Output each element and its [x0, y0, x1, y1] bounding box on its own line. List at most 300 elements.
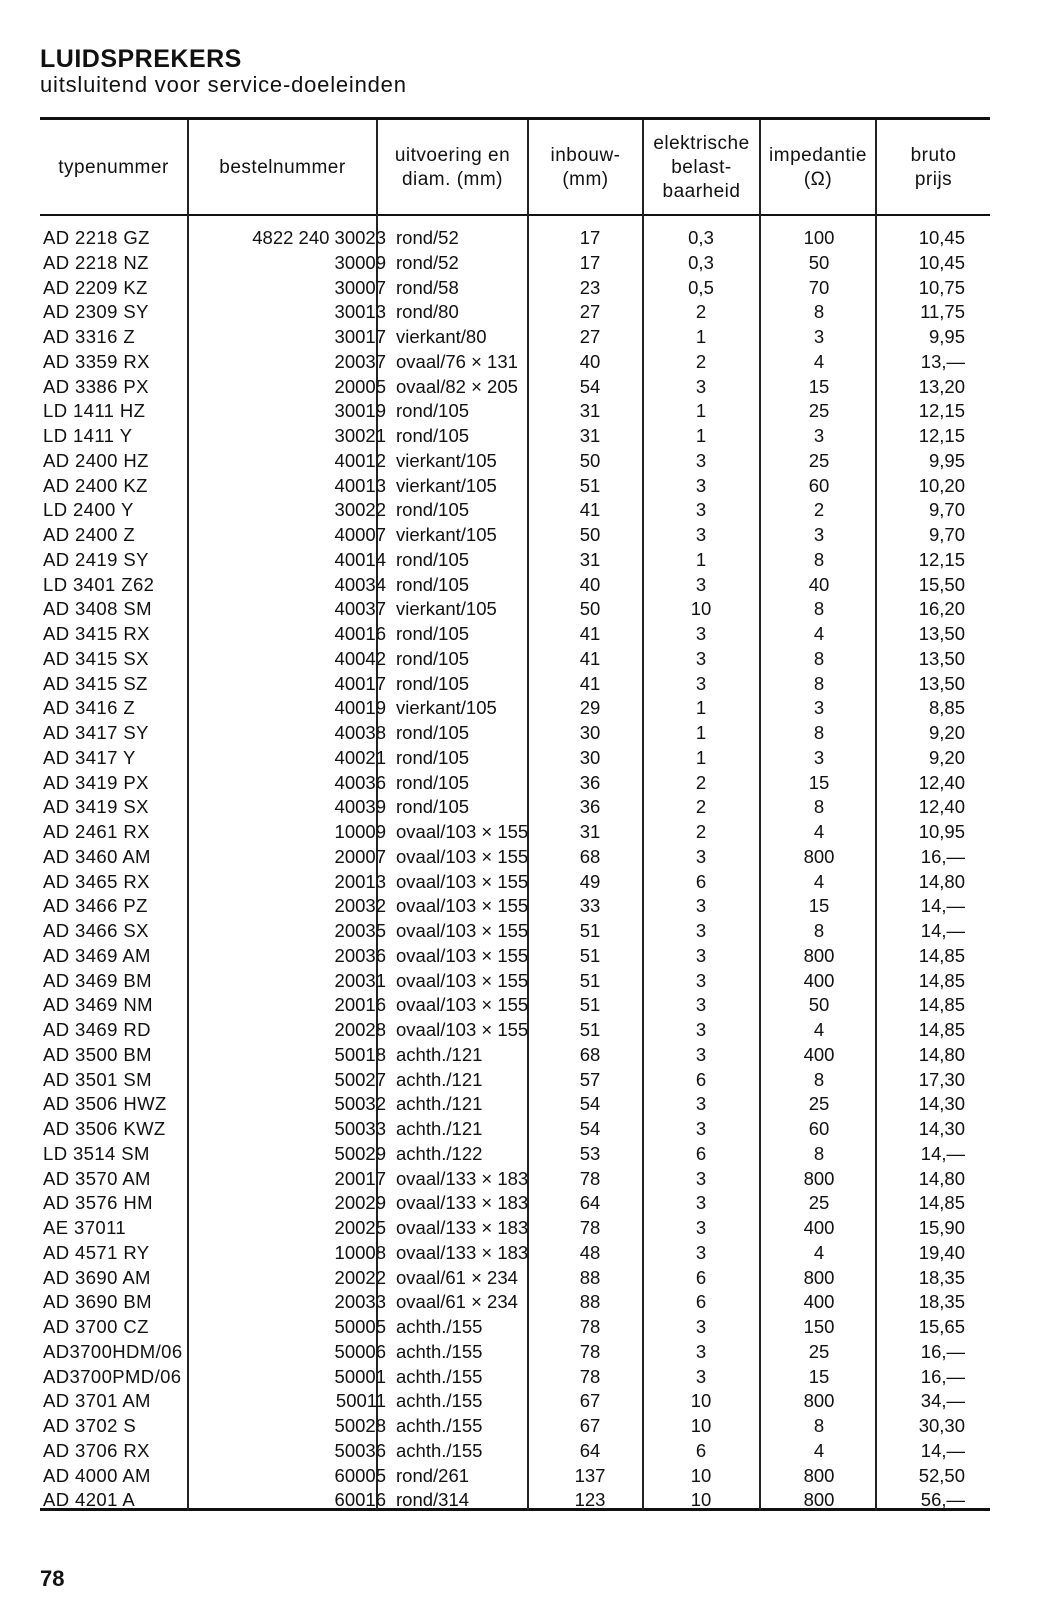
cell-inbouw: 36: [579, 796, 601, 818]
cell-inbouw: 41: [579, 499, 601, 521]
cell-belastbaarheid: 6: [695, 870, 707, 892]
cell-uitvoering: achth./155: [396, 1415, 483, 1436]
table-body: [40, 226, 990, 1513]
page-subtitle: uitsluitend voor service-doeleinden: [40, 72, 407, 97]
cell-typenummer: AD 3501 SM: [43, 1068, 152, 1090]
cell-bestelnummer: 30017: [334, 326, 386, 347]
cell-impedantie: 8: [813, 548, 825, 570]
cell-belastbaarheid: 6: [695, 1068, 707, 1090]
cell-bestelnummer: 30007: [334, 276, 386, 298]
cell-uitvoering: rond/52: [396, 251, 459, 273]
cell-impedantie: 8: [813, 796, 825, 818]
cell-inbouw: 36: [579, 771, 601, 793]
cell-uitvoering: achth./121: [396, 1043, 483, 1065]
cell-inbouw: 78: [579, 1340, 601, 1362]
column-header-belastbaarheid: elektrische belast- baarheid: [653, 133, 750, 202]
cell-impedantie: 8: [813, 920, 825, 941]
cell-typenummer: AD 3415 SZ: [43, 672, 148, 694]
table-row: [40, 424, 990, 449]
cell-bestelnummer: 30013: [334, 301, 386, 323]
cell-typenummer: AD 2419 SY: [43, 548, 149, 570]
cell-uitvoering: rond/105: [396, 499, 470, 521]
cell-typenummer: AD 3415 SX: [43, 647, 149, 669]
column-header-inbouw: inbouw- (mm): [550, 145, 621, 190]
cell-typenummer: AD 3419 PX: [43, 771, 149, 793]
cell-belastbaarheid: 3: [695, 524, 707, 545]
cell-uitvoering: rond/105: [396, 573, 470, 595]
cell-inbouw: 50: [579, 524, 601, 545]
cell-uitvoering: achth./121: [396, 1093, 483, 1115]
cell-impedantie: 8: [813, 301, 825, 323]
cell-inbouw: 51: [579, 944, 601, 966]
cell-impedantie: 3: [813, 697, 825, 719]
cell-inbouw: 123: [574, 1489, 606, 1511]
column-header-impedantie: impedantie (Ω): [769, 145, 867, 190]
cell-typenummer: LD 1411 Y: [43, 425, 133, 446]
cell-typenummer: AD 3576 HM: [43, 1192, 153, 1214]
cell-impedantie: 800: [803, 1489, 835, 1511]
cell-inbouw: 31: [579, 548, 601, 570]
table-row: [40, 993, 990, 1018]
cell-prijs: 12,15: [918, 400, 965, 422]
cell-inbouw: 41: [579, 647, 601, 669]
cell-typenummer: LD 1411 HZ: [43, 400, 146, 422]
cell-inbouw: 51: [579, 920, 601, 941]
table-row: [40, 300, 990, 325]
cell-prijs: 10,45: [918, 251, 965, 273]
cell-prijs: 14,85: [918, 994, 965, 1016]
cell-inbouw: 49: [579, 870, 601, 892]
cell-inbouw: 40: [579, 350, 601, 372]
cell-inbouw: 78: [579, 1167, 601, 1189]
cell-typenummer: AD 3417 SY: [43, 722, 149, 743]
cell-impedantie: 3: [813, 746, 825, 768]
cell-uitvoering: ovaal/61 × 234: [396, 1291, 518, 1313]
cell-impedantie: 60: [808, 474, 830, 496]
cell-belastbaarheid: 0,5: [688, 276, 714, 298]
table-row: [40, 1092, 990, 1117]
cell-bestelnummer: 40039: [334, 796, 386, 818]
cell-impedantie: 3: [813, 524, 825, 545]
cell-uitvoering: achth./155: [396, 1316, 483, 1337]
cell-inbouw: 68: [579, 845, 601, 867]
cell-bestelnummer: 50036: [334, 1439, 386, 1461]
cell-prijs: 9,95: [928, 449, 965, 471]
cell-belastbaarheid: 3: [695, 1043, 707, 1065]
table-row: [40, 375, 990, 400]
cell-inbouw: 23: [579, 276, 601, 298]
cell-impedantie: 100: [803, 227, 835, 248]
cell-belastbaarheid: 3: [695, 994, 707, 1016]
cell-uitvoering: ovaal/103 × 155: [396, 845, 529, 867]
table-row: [40, 1018, 990, 1043]
cell-typenummer: AD 3469 RD: [43, 1019, 151, 1040]
table-row: [40, 597, 990, 622]
table-row: [40, 573, 990, 598]
cell-typenummer: AD 2309 SY: [43, 301, 149, 323]
cell-bestelnummer: 20037: [334, 350, 386, 372]
cell-bestelnummer: 30019: [334, 400, 386, 422]
table-row: [40, 1068, 990, 1093]
cell-uitvoering: vierkant/105: [396, 524, 497, 545]
cell-impedantie: 4: [813, 1241, 825, 1263]
cell-prijs: 52,50: [918, 1464, 965, 1486]
cell-impedantie: 400: [803, 969, 835, 991]
cell-belastbaarheid: 3: [695, 1118, 707, 1139]
cell-prijs: 15,90: [918, 1217, 965, 1238]
cell-typenummer: AD 3460 AM: [43, 845, 151, 867]
cell-inbouw: 64: [579, 1192, 601, 1214]
cell-typenummer: LD 2400 Y: [43, 499, 134, 521]
cell-typenummer: AD 3417 Y: [43, 746, 136, 768]
cell-impedantie: 4: [813, 1439, 825, 1461]
cell-typenummer: AD 3469 AM: [43, 944, 151, 966]
cell-uitvoering: rond/105: [396, 548, 470, 570]
cell-impedantie: 50: [808, 251, 830, 273]
cell-inbouw: 51: [579, 969, 601, 991]
cell-typenummer: AD 4000 AM: [43, 1464, 151, 1486]
cell-inbouw: 78: [579, 1365, 601, 1387]
cell-impedantie: 25: [808, 449, 830, 471]
cell-inbouw: 137: [574, 1464, 606, 1486]
table-row: [40, 399, 990, 424]
table-row: [40, 969, 990, 994]
cell-bestelnummer: 40016: [334, 623, 386, 644]
table-row: [40, 1290, 990, 1315]
cell-prijs: 14,—: [920, 920, 965, 941]
cell-belastbaarheid: 3: [695, 672, 707, 694]
cell-typenummer: AD 4571 RY: [43, 1241, 150, 1263]
cell-belastbaarheid: 6: [695, 1439, 707, 1461]
cell-inbouw: 88: [579, 1266, 601, 1288]
cell-prijs: 12,40: [918, 796, 965, 818]
cell-prijs: 14,85: [918, 1019, 965, 1040]
cell-uitvoering: rond/105: [396, 425, 470, 446]
cell-belastbaarheid: 3: [695, 1365, 707, 1387]
cell-prijs: 9,70: [928, 524, 965, 545]
cell-bestelnummer: 10009: [334, 821, 386, 842]
cell-impedantie: 15: [808, 895, 830, 917]
cell-inbouw: 88: [579, 1291, 601, 1313]
cell-impedantie: 3: [813, 326, 825, 347]
table-row: [40, 746, 990, 771]
cell-belastbaarheid: 3: [695, 375, 707, 397]
cell-bestelnummer: 20017: [334, 1167, 386, 1189]
cell-inbouw: 51: [579, 994, 601, 1016]
cell-uitvoering: ovaal/103 × 155: [396, 870, 529, 892]
cell-impedantie: 60: [808, 1118, 830, 1139]
cell-typenummer: AD 3702 S: [43, 1415, 137, 1436]
cell-impedantie: 4: [813, 870, 825, 892]
cell-uitvoering: rond/105: [396, 647, 470, 669]
cell-impedantie: 70: [808, 276, 830, 298]
cell-prijs: 12,40: [918, 771, 965, 793]
cell-belastbaarheid: 10: [690, 1390, 712, 1412]
cell-prijs: 16,—: [920, 1340, 965, 1362]
cell-inbouw: 78: [579, 1217, 601, 1238]
table-row: [40, 1043, 990, 1068]
cell-inbouw: 30: [579, 746, 601, 768]
cell-impedantie: 800: [803, 1390, 835, 1412]
cell-bestelnummer: 20016: [334, 994, 386, 1016]
cell-belastbaarheid: 3: [695, 449, 707, 471]
table-row: [40, 1191, 990, 1216]
cell-belastbaarheid: 3: [695, 944, 707, 966]
cell-impedantie: 15: [808, 1365, 830, 1387]
cell-bestelnummer: 10008: [334, 1241, 386, 1263]
cell-uitvoering: vierkant/105: [396, 697, 497, 719]
table-row: [40, 449, 990, 474]
cell-uitvoering: vierkant/105: [396, 449, 497, 471]
cell-belastbaarheid: 10: [690, 1415, 712, 1436]
cell-bestelnummer: 50001: [334, 1365, 386, 1387]
cell-prijs: 13,50: [918, 623, 965, 644]
cell-impedantie: 800: [803, 1167, 835, 1189]
cell-prijs: 15,65: [918, 1316, 965, 1337]
cell-uitvoering: ovaal/103 × 155: [396, 1019, 529, 1040]
cell-inbouw: 27: [579, 301, 601, 323]
cell-bestelnummer: 40019: [334, 697, 386, 719]
cell-uitvoering: rond/105: [396, 623, 470, 644]
cell-bestelnummer: 20029: [334, 1192, 386, 1214]
cell-uitvoering: vierkant/80: [396, 326, 487, 347]
cell-belastbaarheid: 3: [695, 1167, 707, 1189]
cell-uitvoering: achth./122: [396, 1142, 483, 1164]
cell-bestelnummer: 50028: [334, 1415, 386, 1436]
cell-impedantie: 400: [803, 1291, 835, 1313]
cell-belastbaarheid: 3: [695, 499, 707, 521]
table-row: [40, 944, 990, 969]
cell-uitvoering: achth./121: [396, 1068, 483, 1090]
table-row: [40, 795, 990, 820]
table-row: [40, 894, 990, 919]
table-row: [40, 1389, 990, 1414]
cell-prijs: 14,85: [918, 944, 965, 966]
cell-typenummer: AD 3469 NM: [43, 994, 153, 1016]
table-row: [40, 845, 990, 870]
cell-bestelnummer: 60005: [334, 1464, 386, 1486]
cell-bestelnummer: 40042: [334, 647, 386, 669]
cell-belastbaarheid: 1: [695, 722, 707, 743]
cell-typenummer: AD 2461 RX: [43, 821, 150, 842]
cell-impedantie: 25: [808, 1340, 830, 1362]
cell-prijs: 9,95: [928, 326, 965, 347]
cell-bestelnummer: 20005: [334, 375, 386, 397]
table-row: [40, 771, 990, 796]
table-row: [40, 498, 990, 523]
cell-inbouw: 53: [579, 1142, 601, 1164]
cell-belastbaarheid: 10: [690, 598, 712, 620]
cell-uitvoering: achth./155: [396, 1390, 483, 1412]
table-row: [40, 1340, 990, 1365]
cell-uitvoering: ovaal/133 × 183: [396, 1241, 529, 1263]
cell-prijs: 10,75: [918, 276, 965, 298]
cell-bestelnummer: 40014: [334, 548, 386, 570]
cell-bestelnummer: 50005: [334, 1316, 386, 1337]
cell-typenummer: AD 3570 AM: [43, 1167, 151, 1189]
cell-belastbaarheid: 3: [695, 1340, 707, 1362]
table-row: [40, 919, 990, 944]
table-row: [40, 1117, 990, 1142]
cell-belastbaarheid: 2: [695, 301, 707, 323]
table-row: [40, 1142, 990, 1167]
cell-bestelnummer: 30009: [334, 251, 386, 273]
table-row: [40, 474, 990, 499]
cell-impedantie: 8: [813, 672, 825, 694]
cell-belastbaarheid: 1: [695, 326, 707, 347]
cell-uitvoering: rond/80: [396, 301, 459, 323]
cell-bestelnummer: 20028: [334, 1019, 386, 1040]
cell-inbouw: 40: [579, 573, 601, 595]
cell-bestelnummer: 40007: [334, 524, 386, 545]
cell-prijs: 13,50: [918, 647, 965, 669]
cell-bestelnummer: 50006: [334, 1340, 386, 1362]
cell-impedantie: 800: [803, 1266, 835, 1288]
cell-impedantie: 25: [808, 1192, 830, 1214]
cell-belastbaarheid: 1: [695, 400, 707, 422]
cell-bestelnummer: 40038: [334, 722, 386, 743]
table-row: [40, 1216, 990, 1241]
table-row: [40, 1365, 990, 1390]
cell-bestelnummer: 20033: [334, 1291, 386, 1313]
cell-uitvoering: rond/105: [396, 771, 470, 793]
cell-inbouw: 30: [579, 722, 601, 743]
cell-bestelnummer: 20032: [334, 895, 386, 917]
cell-prijs: 56,—: [920, 1489, 965, 1511]
table-row: [40, 1315, 990, 1340]
table-row: [40, 226, 990, 251]
cell-inbouw: 64: [579, 1439, 601, 1461]
cell-uitvoering: rond/105: [396, 722, 470, 743]
cell-typenummer: AD3700PMD/06: [43, 1365, 182, 1387]
cell-prijs: 18,35: [918, 1266, 965, 1288]
cell-typenummer: AD 3706 RX: [43, 1439, 150, 1461]
cell-belastbaarheid: 10: [690, 1464, 712, 1486]
cell-typenummer: AD 3316 Z: [43, 326, 136, 347]
column-header-uitvoering: uitvoering en diam. (mm): [394, 145, 511, 190]
cell-belastbaarheid: 1: [695, 548, 707, 570]
cell-belastbaarheid: 1: [695, 697, 707, 719]
table-row: [40, 350, 990, 375]
cell-typenummer: AD 2209 KZ: [43, 276, 148, 298]
cell-prijs: 14,80: [918, 1043, 965, 1065]
cell-impedantie: 15: [808, 375, 830, 397]
cell-bestelnummer: 50029: [334, 1142, 386, 1164]
table-row: [40, 548, 990, 573]
cell-bestelnummer: 40034: [334, 573, 386, 595]
cell-prijs: 34,—: [920, 1390, 965, 1412]
cell-prijs: 17,30: [918, 1068, 965, 1090]
cell-belastbaarheid: 3: [695, 969, 707, 991]
cell-prijs: 14,80: [918, 870, 965, 892]
cell-uitvoering: vierkant/105: [396, 598, 497, 620]
cell-inbouw: 41: [579, 672, 601, 694]
cell-prijs: 10,45: [918, 227, 965, 248]
cell-bestelnummer: 20031: [334, 969, 386, 991]
cell-bestelnummer: 20013: [334, 870, 386, 892]
table-row: [40, 1464, 990, 1489]
cell-typenummer: AD3700HDM/06: [43, 1340, 183, 1362]
cell-inbouw: 41: [579, 623, 601, 644]
cell-inbouw: 57: [579, 1068, 601, 1090]
cell-prijs: 13,20: [918, 375, 965, 397]
cell-typenummer: AD 2218 GZ: [43, 227, 150, 248]
cell-belastbaarheid: 1: [695, 425, 707, 446]
cell-prijs: 12,15: [918, 425, 965, 446]
cell-prijs: 19,40: [918, 1241, 965, 1263]
cell-bestelnummer: 40012: [334, 449, 386, 471]
cell-belastbaarheid: 2: [695, 821, 707, 842]
cell-uitvoering: achth./155: [396, 1365, 483, 1387]
cell-impedantie: 4: [813, 350, 825, 372]
cell-belastbaarheid: 3: [695, 623, 707, 644]
cell-uitvoering: ovaal/133 × 183: [396, 1217, 529, 1238]
cell-inbouw: 50: [579, 449, 601, 471]
cell-typenummer: AD 3506 KWZ: [43, 1118, 166, 1139]
cell-prijs: 13,—: [920, 350, 965, 372]
cell-typenummer: AD 3415 RX: [43, 623, 150, 644]
column-header-prijs: bruto prijs: [910, 145, 957, 190]
cell-typenummer: AD 3466 PZ: [43, 895, 148, 917]
cell-uitvoering: ovaal/103 × 155: [396, 969, 529, 991]
cell-prijs: 14,—: [920, 1142, 965, 1164]
table-top-rule: [40, 117, 990, 120]
table-row: [40, 622, 990, 647]
cell-belastbaarheid: 2: [695, 796, 707, 818]
cell-impedantie: 25: [808, 1093, 830, 1115]
table-row: [40, 696, 990, 721]
cell-uitvoering: ovaal/133 × 183: [396, 1192, 529, 1214]
table-row: [40, 523, 990, 548]
cell-prijs: 8,85: [928, 697, 965, 719]
cell-belastbaarheid: 2: [695, 771, 707, 793]
table-row: [40, 1439, 990, 1464]
cell-typenummer: AD 3466 SX: [43, 920, 149, 941]
cell-inbouw: 29: [579, 697, 601, 719]
cell-prijs: 9,70: [928, 499, 965, 521]
cell-impedantie: 15: [808, 771, 830, 793]
table-row: [40, 647, 990, 672]
cell-belastbaarheid: 3: [695, 1093, 707, 1115]
cell-prijs: 11,75: [920, 301, 965, 323]
table-header-rule: [40, 214, 990, 216]
cell-impedantie: 4: [813, 821, 825, 842]
cell-typenummer: AD 3500 BM: [43, 1043, 152, 1065]
cell-impedantie: 25: [808, 400, 830, 422]
cell-uitvoering: rond/58: [396, 276, 459, 298]
cell-uitvoering: ovaal/103 × 155: [396, 994, 529, 1016]
cell-bestelnummer: 40013: [334, 474, 386, 496]
cell-inbouw: 78: [579, 1316, 601, 1337]
cell-inbouw: 54: [579, 1118, 601, 1139]
table-row: [40, 1167, 990, 1192]
cell-typenummer: AE 37011: [43, 1217, 127, 1238]
cell-impedantie: 400: [803, 1217, 835, 1238]
table-row: [40, 721, 990, 746]
cell-typenummer: AD 2400 Z: [43, 524, 136, 545]
cell-uitvoering: ovaal/82 × 205: [396, 375, 518, 397]
cell-inbouw: 27: [579, 326, 601, 347]
cell-bestelnummer: 30021: [334, 425, 386, 446]
cell-uitvoering: achth./155: [396, 1340, 483, 1362]
cell-uitvoering: ovaal/103 × 155: [396, 895, 529, 917]
cell-bestelnummer: 50032: [334, 1093, 386, 1115]
cell-uitvoering: rond/105: [396, 672, 470, 694]
cell-typenummer: AD 3469 BM: [43, 969, 152, 991]
cell-belastbaarheid: 3: [695, 1217, 707, 1238]
cell-impedantie: 400: [803, 1043, 835, 1065]
cell-prijs: 16,20: [918, 598, 965, 620]
